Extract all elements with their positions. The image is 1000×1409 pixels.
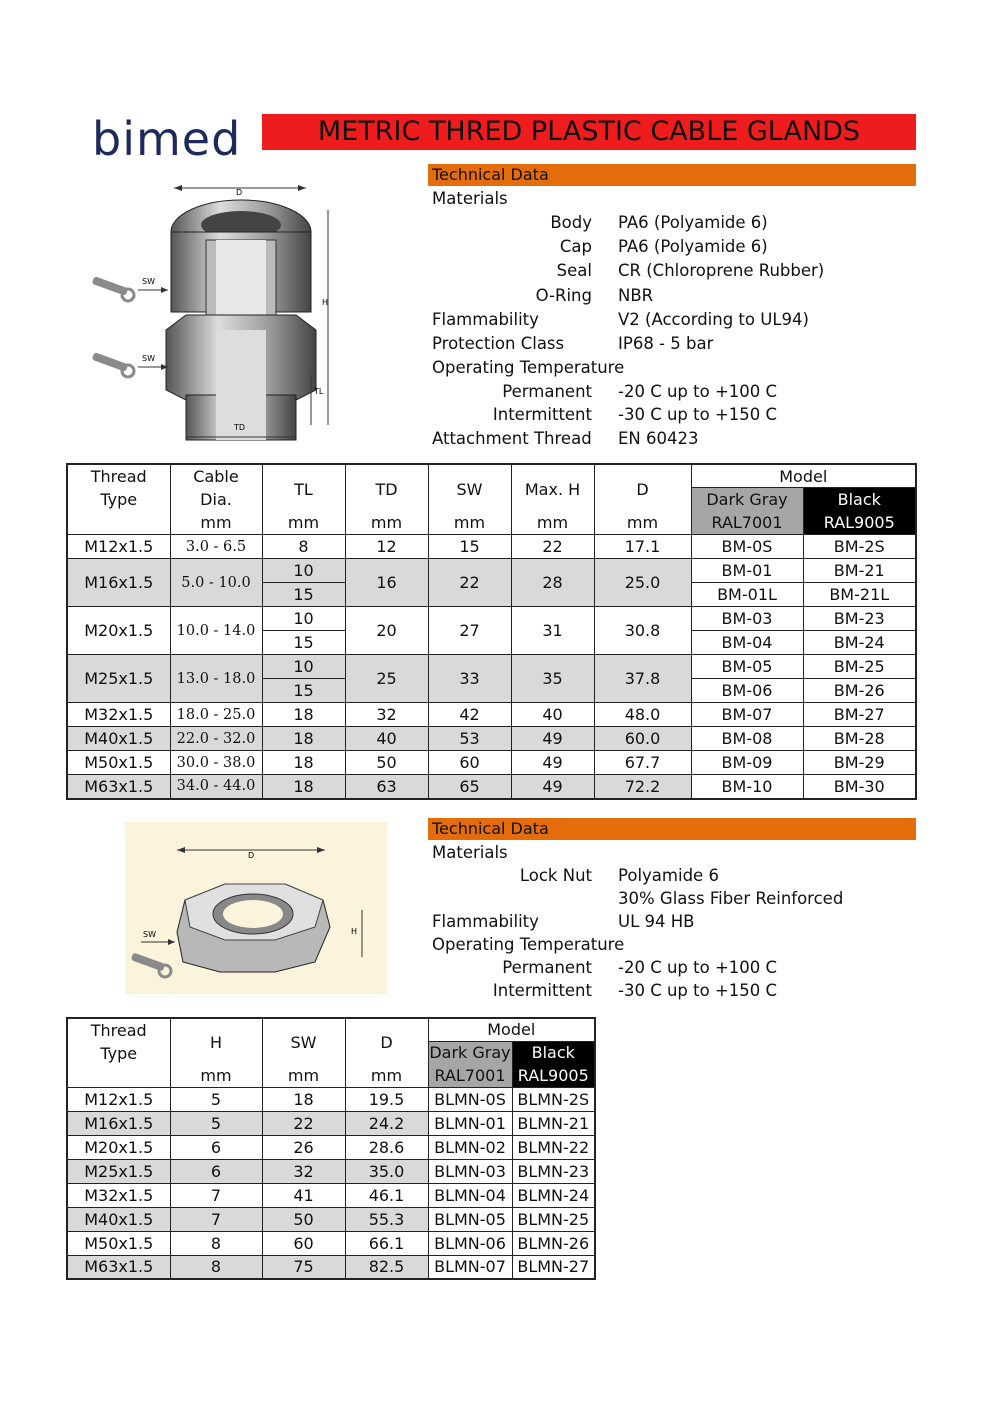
cap-label: Cap bbox=[559, 237, 592, 256]
cell: 49 bbox=[511, 775, 594, 799]
cell: 20 bbox=[345, 607, 428, 655]
cell: 30.0 - 38.0 bbox=[170, 751, 262, 775]
cell: 15 bbox=[262, 631, 345, 655]
protection-value: IP68 - 5 bar bbox=[618, 334, 714, 353]
permanent-value: -20 C up to +100 C bbox=[618, 382, 778, 401]
cell: 33 bbox=[428, 655, 511, 703]
header2-model: Model bbox=[428, 1018, 595, 1041]
cell: 60 bbox=[262, 1231, 345, 1255]
cell: BLMN-22 bbox=[512, 1135, 595, 1159]
cell: BM-06 bbox=[691, 679, 803, 703]
table-row bbox=[67, 775, 916, 799]
cell: 32 bbox=[345, 703, 428, 727]
cell: BM-01 bbox=[691, 559, 803, 583]
cell: BM-07 bbox=[691, 703, 803, 727]
table-row bbox=[67, 727, 916, 751]
cell: 7 bbox=[170, 1207, 262, 1231]
seal-value: CR (Chloroprene Rubber) bbox=[618, 261, 825, 280]
cell: BLMN-23 bbox=[512, 1159, 595, 1183]
cell: M63x1.5 bbox=[67, 1255, 170, 1279]
table-row bbox=[67, 1087, 595, 1111]
cell: 10 bbox=[262, 655, 345, 679]
header-black-ral: RAL9005 bbox=[803, 511, 916, 535]
cell: M32x1.5 bbox=[67, 703, 170, 727]
cell: M50x1.5 bbox=[67, 1231, 170, 1255]
cell: 10 bbox=[262, 559, 345, 583]
cell: BLMN-27 bbox=[512, 1255, 595, 1279]
cell: BM-04 bbox=[691, 631, 803, 655]
cell: BM-30 bbox=[803, 775, 916, 799]
cell: 42 bbox=[428, 703, 511, 727]
nut-dim-label-d: D bbox=[248, 851, 255, 860]
optemp-label-2: Operating Temperature bbox=[432, 935, 625, 954]
cell: M63x1.5 bbox=[67, 775, 170, 799]
intermittent-value: -30 C up to +150 C bbox=[618, 405, 778, 424]
cell: M16x1.5 bbox=[67, 559, 170, 607]
cell: BM-21L bbox=[803, 583, 916, 607]
cell: 25.0 bbox=[594, 559, 691, 607]
header-maxh: Max. H mm bbox=[511, 464, 594, 535]
cell: 50 bbox=[345, 751, 428, 775]
cell: 5 bbox=[170, 1087, 262, 1111]
cell: BLMN-24 bbox=[512, 1183, 595, 1207]
cell: M16x1.5 bbox=[67, 1111, 170, 1135]
cell: 27 bbox=[428, 607, 511, 655]
table-row bbox=[67, 655, 916, 679]
cell: 32 bbox=[262, 1159, 345, 1183]
cell: BLMN-03 bbox=[428, 1159, 512, 1183]
cell: BLMN-2S bbox=[512, 1087, 595, 1111]
cell: BM-29 bbox=[803, 751, 916, 775]
header-thread: Thread Type bbox=[67, 464, 170, 535]
tech-data-header-2: Technical Data bbox=[428, 818, 916, 840]
cable-gland-illustration bbox=[86, 180, 346, 445]
cell: 67.7 bbox=[594, 751, 691, 775]
wrench-icon bbox=[92, 276, 134, 301]
header-td: TD mm bbox=[345, 464, 428, 535]
lock-nut-illustration bbox=[125, 822, 387, 994]
header2-black-name: Black bbox=[512, 1041, 595, 1064]
cell: 46.1 bbox=[345, 1183, 428, 1207]
cell: 40 bbox=[511, 703, 594, 727]
cell: 65 bbox=[428, 775, 511, 799]
table-row bbox=[67, 1255, 595, 1279]
intermittent-label-2: Intermittent bbox=[492, 981, 592, 1000]
cell: 17.1 bbox=[594, 535, 691, 559]
cell: 7 bbox=[170, 1183, 262, 1207]
cell: 5 bbox=[170, 1111, 262, 1135]
dim-label-h: H bbox=[322, 298, 329, 307]
cell: M40x1.5 bbox=[67, 1207, 170, 1231]
body-value: PA6 (Polyamide 6) bbox=[618, 213, 768, 232]
table-row bbox=[67, 751, 916, 775]
dim-label-sw-body: SW bbox=[142, 354, 155, 363]
cell: BM-09 bbox=[691, 751, 803, 775]
cell: 48.0 bbox=[594, 703, 691, 727]
attach-label: Attachment Thread bbox=[432, 429, 592, 448]
cell: 5.0 - 10.0 bbox=[170, 559, 262, 607]
cell: 22 bbox=[511, 535, 594, 559]
intermittent-label: Intermittent bbox=[492, 405, 592, 424]
table-row bbox=[67, 559, 916, 583]
cell: BM-28 bbox=[803, 727, 916, 751]
cell: M25x1.5 bbox=[67, 1159, 170, 1183]
cell: M32x1.5 bbox=[67, 1183, 170, 1207]
cell: BLMN-06 bbox=[428, 1231, 512, 1255]
cell: 18 bbox=[262, 751, 345, 775]
dim-label-d: D bbox=[236, 188, 243, 197]
cell: 10.0 - 14.0 bbox=[170, 607, 262, 655]
seal-label: Seal bbox=[556, 261, 592, 280]
cell: BLMN-04 bbox=[428, 1183, 512, 1207]
cell: 6 bbox=[170, 1135, 262, 1159]
cell: M40x1.5 bbox=[67, 727, 170, 751]
cell: BLMN-26 bbox=[512, 1231, 595, 1255]
table-row bbox=[67, 1207, 595, 1231]
nut-dim-label-sw: SW bbox=[143, 930, 156, 939]
cell: 6 bbox=[170, 1159, 262, 1183]
header-tl: TL mm bbox=[262, 464, 345, 535]
header2-thread: Thread Type bbox=[67, 1018, 170, 1087]
cell: 19.5 bbox=[345, 1087, 428, 1111]
header2-gray-name: Dark Gray bbox=[428, 1041, 512, 1064]
cell: 16 bbox=[345, 559, 428, 607]
cell: 35 bbox=[511, 655, 594, 703]
cell: BLMN-07 bbox=[428, 1255, 512, 1279]
cell: 10 bbox=[262, 607, 345, 631]
cell: BM-25 bbox=[803, 655, 916, 679]
cell: 41 bbox=[262, 1183, 345, 1207]
cell: 15 bbox=[262, 583, 345, 607]
cell: BM-26 bbox=[803, 679, 916, 703]
locknut-value: Polyamide 6 bbox=[618, 866, 719, 885]
flammability-value: V2 (According to UL94) bbox=[618, 310, 809, 329]
materials-label-2: Materials bbox=[432, 843, 508, 862]
cell: M25x1.5 bbox=[67, 655, 170, 703]
cell: BLMN-01 bbox=[428, 1111, 512, 1135]
cell: 22.0 - 32.0 bbox=[170, 727, 262, 751]
cell: 49 bbox=[511, 727, 594, 751]
cell: 13.0 - 18.0 bbox=[170, 655, 262, 703]
cell: 40 bbox=[345, 727, 428, 751]
cell: 35.0 bbox=[345, 1159, 428, 1183]
cell: 8 bbox=[170, 1231, 262, 1255]
oring-label: O-Ring bbox=[535, 286, 592, 305]
brand-logo: bimed bbox=[92, 112, 242, 166]
cell: BLMN-02 bbox=[428, 1135, 512, 1159]
cell: BLMN-21 bbox=[512, 1111, 595, 1135]
cell: M20x1.5 bbox=[67, 1135, 170, 1159]
gland-dimension-table bbox=[66, 463, 917, 800]
header2-sw: SW mm bbox=[262, 1018, 345, 1087]
cell: 82.5 bbox=[345, 1255, 428, 1279]
header-model: Model bbox=[691, 464, 916, 488]
cell: BM-08 bbox=[691, 727, 803, 751]
table-row bbox=[67, 1111, 595, 1135]
optemp-label: Operating Temperature bbox=[432, 358, 625, 377]
cell: 66.1 bbox=[345, 1231, 428, 1255]
cell: BM-05 bbox=[691, 655, 803, 679]
cell: BM-2S bbox=[803, 535, 916, 559]
locknut-value-2: 30% Glass Fiber Reinforced bbox=[618, 889, 844, 908]
cell: 15 bbox=[428, 535, 511, 559]
wrench-icon bbox=[92, 352, 134, 377]
dim-label-td: TD bbox=[234, 423, 246, 432]
cell: BLMN-0S bbox=[428, 1087, 512, 1111]
table-row bbox=[67, 535, 916, 559]
table-row bbox=[67, 1183, 595, 1207]
cell: 12 bbox=[345, 535, 428, 559]
cell: 75 bbox=[262, 1255, 345, 1279]
tech-data-header: Technical Data bbox=[428, 164, 916, 186]
cell: M12x1.5 bbox=[67, 535, 170, 559]
cell: M50x1.5 bbox=[67, 751, 170, 775]
cap-value: PA6 (Polyamide 6) bbox=[618, 237, 768, 256]
cell: 50 bbox=[262, 1207, 345, 1231]
permanent-label-2: Permanent bbox=[502, 958, 592, 977]
cell: BM-03 bbox=[691, 607, 803, 631]
oring-value: NBR bbox=[618, 286, 654, 305]
cell: 49 bbox=[511, 751, 594, 775]
table-row bbox=[67, 1135, 595, 1159]
header2-gray-ral: RAL7001 bbox=[428, 1064, 512, 1087]
table-row bbox=[67, 703, 916, 727]
cell: 28.6 bbox=[345, 1135, 428, 1159]
cell: 30.8 bbox=[594, 607, 691, 655]
table-row bbox=[67, 1231, 595, 1255]
permanent-label: Permanent bbox=[502, 382, 592, 401]
cell: 63 bbox=[345, 775, 428, 799]
header-d: D mm bbox=[594, 464, 691, 535]
page-title: METRIC THRED PLASTIC CABLE GLANDS bbox=[262, 114, 916, 150]
cell: M20x1.5 bbox=[67, 607, 170, 655]
cell: 37.8 bbox=[594, 655, 691, 703]
permanent-value-2: -20 C up to +100 C bbox=[618, 958, 778, 977]
cell: 18 bbox=[262, 775, 345, 799]
cell: M12x1.5 bbox=[67, 1087, 170, 1111]
table-row bbox=[67, 1159, 595, 1183]
cell: 60 bbox=[428, 751, 511, 775]
cell: 18.0 - 25.0 bbox=[170, 703, 262, 727]
header-black-name: Black bbox=[803, 488, 916, 512]
cell: BLMN-05 bbox=[428, 1207, 512, 1231]
cell: BM-24 bbox=[803, 631, 916, 655]
attach-value: EN 60423 bbox=[618, 429, 699, 448]
cell: 18 bbox=[262, 1087, 345, 1111]
cell: BM-01L bbox=[691, 583, 803, 607]
flammability-label-2: Flammability bbox=[432, 912, 539, 931]
cell: 25 bbox=[345, 655, 428, 703]
header-gray-name: Dark Gray bbox=[691, 488, 803, 512]
flammability-value-2: UL 94 HB bbox=[618, 912, 695, 931]
cell: 15 bbox=[262, 679, 345, 703]
cell: 34.0 - 44.0 bbox=[170, 775, 262, 799]
cell: 3.0 - 6.5 bbox=[170, 535, 262, 559]
cell: 22 bbox=[262, 1111, 345, 1135]
locknut-label: Lock Nut bbox=[519, 866, 592, 885]
cell: 8 bbox=[262, 535, 345, 559]
materials-label: Materials bbox=[432, 189, 508, 208]
cell: BM-21 bbox=[803, 559, 916, 583]
body-label: Body bbox=[550, 213, 592, 232]
cell: 31 bbox=[511, 607, 594, 655]
cell: 53 bbox=[428, 727, 511, 751]
cell: BM-0S bbox=[691, 535, 803, 559]
protection-label: Protection Class bbox=[432, 334, 565, 353]
header2-black-ral: RAL9005 bbox=[512, 1064, 595, 1087]
cell: BLMN-25 bbox=[512, 1207, 595, 1231]
table-row bbox=[67, 607, 916, 631]
cell: 26 bbox=[262, 1135, 345, 1159]
intermittent-value-2: -30 C up to +150 C bbox=[618, 981, 778, 1000]
header2-d: D mm bbox=[345, 1018, 428, 1087]
cell: 22 bbox=[428, 559, 511, 607]
locknut-dimension-table bbox=[66, 1017, 596, 1280]
cell: 55.3 bbox=[345, 1207, 428, 1231]
cell: 28 bbox=[511, 559, 594, 607]
cell: 60.0 bbox=[594, 727, 691, 751]
cell: 18 bbox=[262, 727, 345, 751]
header-sw: SW mm bbox=[428, 464, 511, 535]
cell: 72.2 bbox=[594, 775, 691, 799]
header2-h: H mm bbox=[170, 1018, 262, 1087]
cell: BM-23 bbox=[803, 607, 916, 631]
cell: BM-10 bbox=[691, 775, 803, 799]
dim-label-tl: TL bbox=[314, 387, 324, 396]
header-cable: Cable Dia. mm bbox=[170, 464, 262, 535]
header-gray-ral: RAL7001 bbox=[691, 511, 803, 535]
flammability-label: Flammability bbox=[432, 310, 539, 329]
cell: 8 bbox=[170, 1255, 262, 1279]
cell: 24.2 bbox=[345, 1111, 428, 1135]
dim-label-sw-cap: SW bbox=[142, 277, 155, 286]
cell: 18 bbox=[262, 703, 345, 727]
cell: BM-27 bbox=[803, 703, 916, 727]
nut-dim-label-h: H bbox=[351, 927, 358, 936]
